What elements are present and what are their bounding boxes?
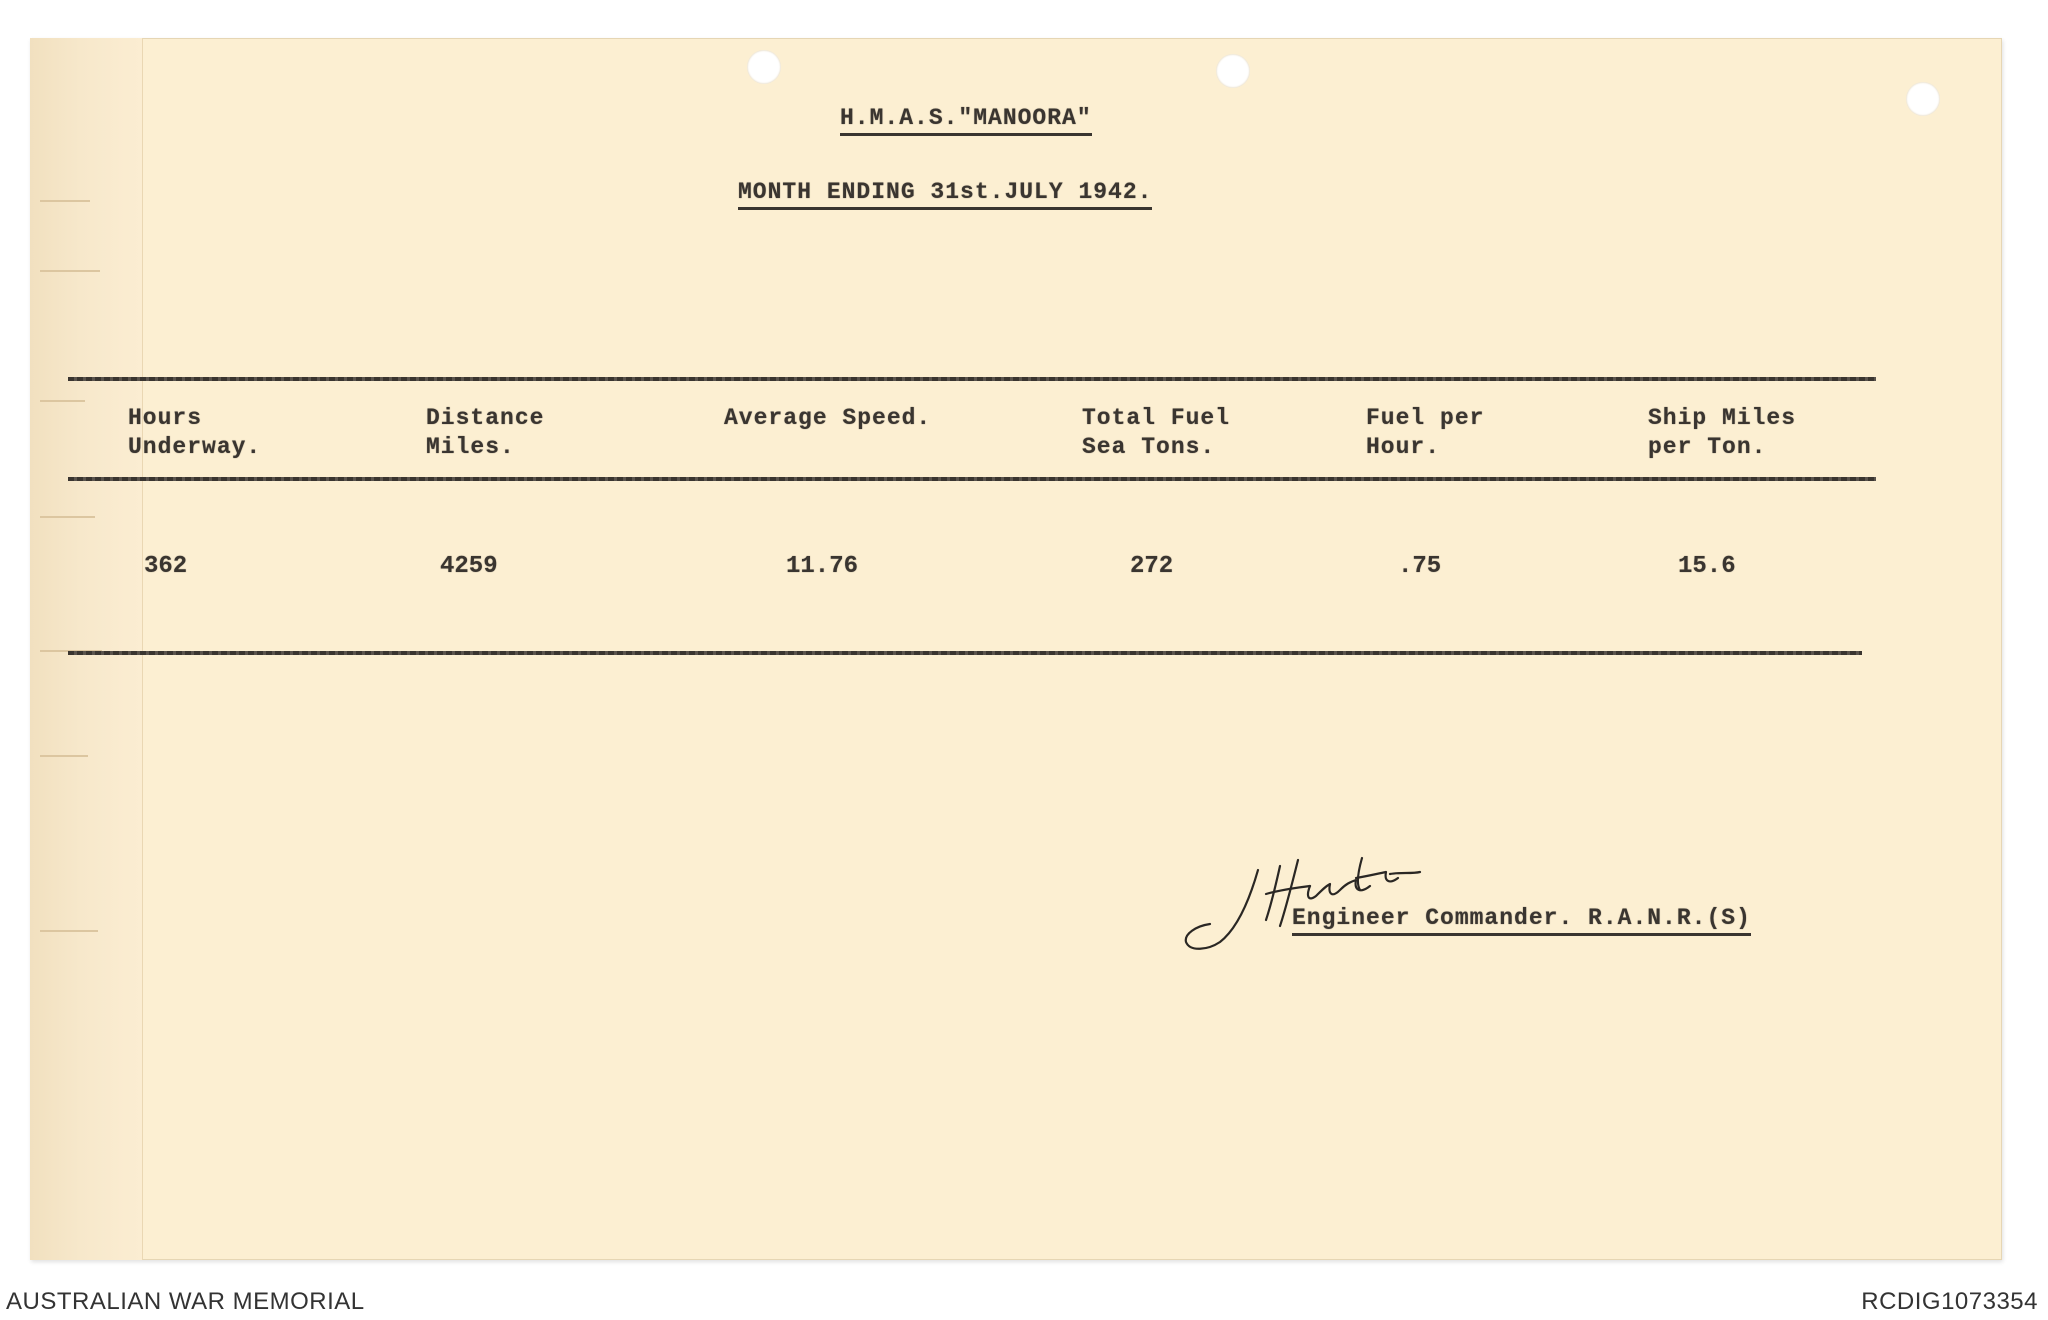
binding-tear (40, 400, 85, 402)
cell-hours: 362 (144, 553, 188, 580)
table-bottom-rule (68, 651, 1862, 655)
header-fuel-per-hour: Fuel per Hour. (1366, 405, 1485, 460)
cell-ship-miles: 15.6 (1678, 553, 1736, 580)
document-subheading: MONTH ENDING 31st.JULY 1942. (738, 178, 1152, 210)
footer-record-id: RCDIG1073354 (1861, 1288, 2038, 1315)
binding-tear (40, 930, 98, 932)
header-ship-miles: Ship Miles per Ton. (1648, 405, 1797, 460)
cell-distance: 4259 (440, 553, 498, 580)
header-hours: Hours Underway. (128, 405, 262, 460)
table-header-rule (68, 477, 1876, 481)
binding-tear (40, 755, 88, 757)
punch-hole (747, 50, 781, 84)
punch-hole (1906, 82, 1940, 116)
binding-edge (30, 38, 143, 1260)
punch-hole (1216, 54, 1250, 88)
binding-tear (40, 516, 95, 518)
header-total-fuel: Total Fuel Sea Tons. (1082, 405, 1231, 460)
binding-tear (40, 200, 90, 202)
document-heading: H.M.A.S."MANOORA" (840, 104, 1092, 136)
table-top-rule (68, 377, 1876, 381)
cell-total-fuel: 272 (1130, 553, 1174, 580)
paper-sheet (30, 38, 2002, 1260)
cell-average-speed: 11.76 (786, 553, 859, 580)
header-average-speed: Average Speed. (724, 405, 932, 431)
signatory-title: Engineer Commander. R.A.N.R.(S) (1292, 904, 1751, 936)
footer-archive-name: AUSTRALIAN WAR MEMORIAL (6, 1288, 365, 1315)
header-distance: Distance Miles. (426, 405, 545, 460)
cell-fuel-per-hour: .75 (1398, 553, 1442, 580)
binding-tear (40, 270, 100, 272)
